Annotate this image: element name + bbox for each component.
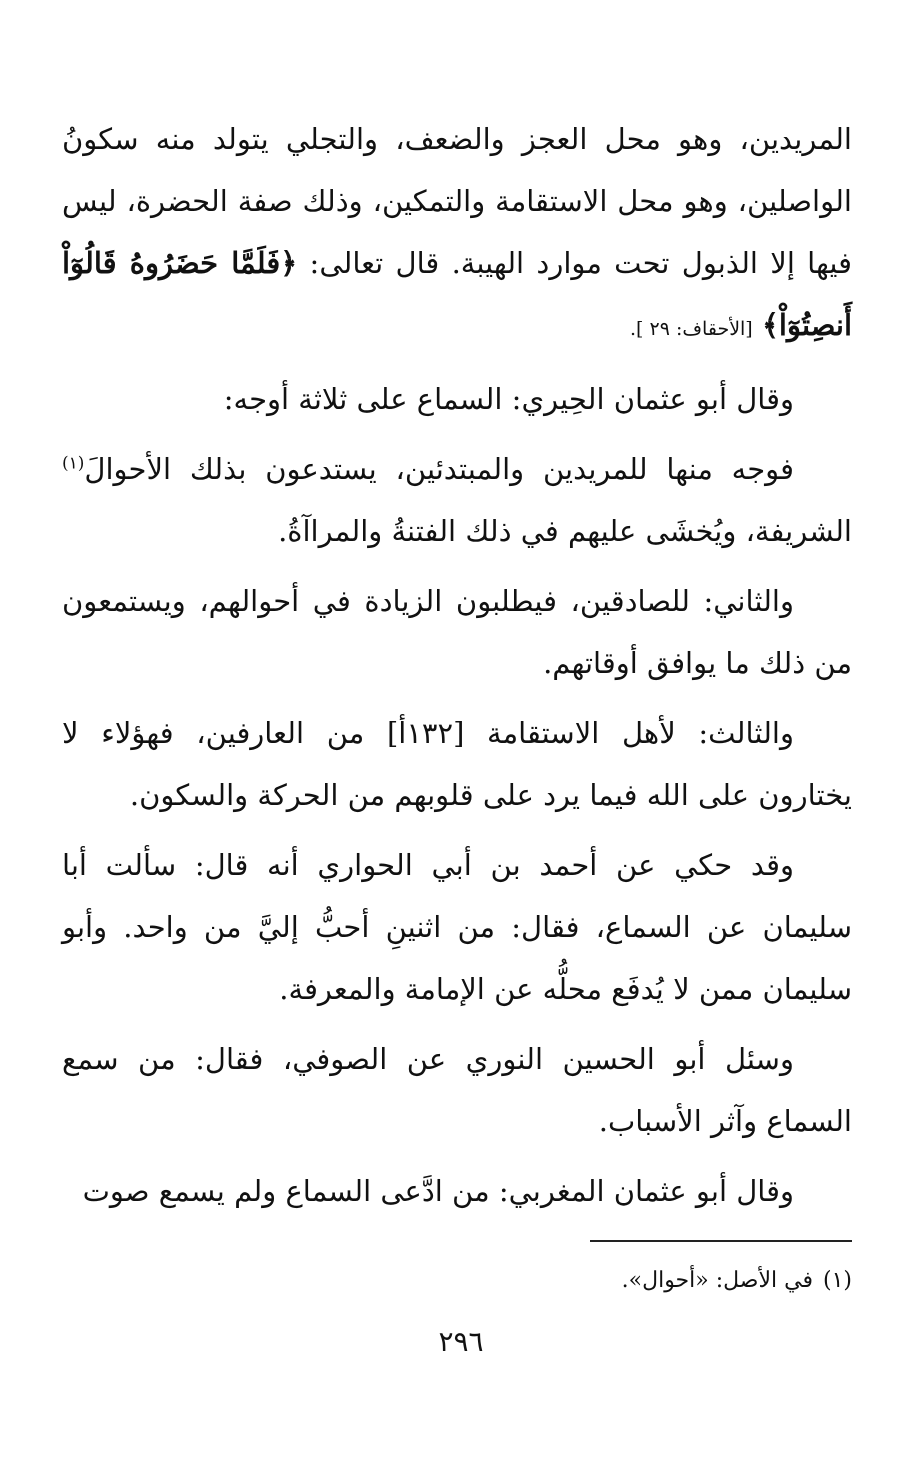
- paragraph-8: [62, 1160, 852, 1222]
- quran-verse: ﴿فَلَمَّا حَضَرُوهُ قَالُوٓاْ أَنصِتُوٓاْ﴾: [62, 246, 852, 342]
- page-number: ٢٩٦: [438, 1325, 484, 1358]
- paragraph-3: [62, 438, 852, 562]
- paragraph-3-text-after-note: الشريفة، ويُخشَى عليهم في ذلك الفتنةُ والمراآةُ.: [278, 514, 852, 548]
- paragraph-5-text: والثالث: لأهل الاستقامة [١٣٢أ] من العارفين، فهؤلاء لا يختارون على الله فيما يرد على قلوبهم من الحركة والسكون.: [62, 716, 852, 812]
- page-body: [62, 108, 852, 1230]
- paragraph-4-text: والثاني: للصادقين، فيطلبون الزيادة في أحوالهم، ويستمعون من ذلك ما يوافق أوقاتهم.: [62, 584, 852, 680]
- paragraph-6-text: وقد حكي عن أحمد بن أبي الحواري أنه قال: سألت أبا سليمان عن السماع، فقال: من اثنينِ أحبُّ إليَّ من واحد. وأبو سليمان ممن لا يُدفَع محلُّه عن الإمامة والمعرفة.: [62, 848, 852, 1006]
- footnote: [252, 1264, 852, 1298]
- paragraph-5: [62, 702, 852, 826]
- paragraph-8-text: وقال أبو عثمان المغربي: من ادَّعى السماع ولم يسمع صوت: [82, 1174, 794, 1208]
- paragraph-3-text-before-note: فوجه منها للمريدين والمبتدئين، يستدعون بذلك الأحوالَ: [84, 452, 794, 486]
- paragraph-1-text: المريدين، وهو محل العجز والضعف، والتجلي يتولد منه سكونُ الواصلين، وهو محل الاستقامة والتمكين، وذلك صفة الحضرة، ليس فيها إلا الذبول تحت موارد الهيبة. قال تعالى:: [62, 122, 852, 280]
- footnote-text: في الأصل: «أحوال».: [621, 1268, 813, 1293]
- footnote-marker: (١): [62, 453, 85, 474]
- paragraph-6: [62, 834, 852, 1020]
- paragraph-4: [62, 570, 852, 694]
- footnote-number: (١): [822, 1268, 852, 1293]
- paragraph-7-text: وسئل أبو الحسين النوري عن الصوفي، فقال: من سمع السماع وآثر الأسباب.: [62, 1042, 852, 1138]
- paragraph-2: [62, 368, 852, 430]
- verse-reference: [الأحقاف: ٢٩ ].: [629, 318, 753, 340]
- paragraph-1: [62, 108, 852, 360]
- paragraph-2-text: وقال أبو عثمان الحِيري: السماع على ثلاثة أوجه:: [223, 382, 794, 416]
- footnote-divider: [590, 1240, 852, 1242]
- paragraph-7: [62, 1028, 852, 1152]
